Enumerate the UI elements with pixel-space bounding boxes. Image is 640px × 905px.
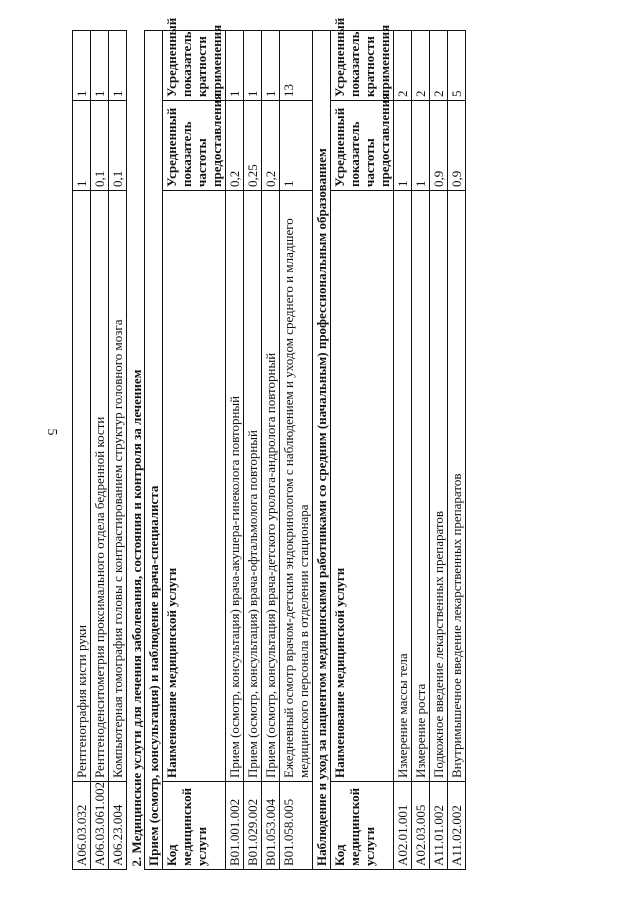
service-code: A06.03.061.002	[91, 782, 109, 870]
subsection-title: Прием (осмотр, консультация) и наблюдение врача-специалиста	[145, 31, 163, 870]
service-code: A02.03.005	[412, 782, 430, 870]
service-name: Рентгенография кисти руки	[73, 191, 91, 782]
service-name: Подкожное введение лекарственных препаратов	[430, 191, 448, 782]
multiplicity-value: 2	[394, 31, 412, 101]
service-code: A11.01.002	[430, 782, 448, 870]
table-row	[73, 31, 91, 870]
frequency-value: 1	[280, 101, 313, 191]
table-row	[244, 31, 262, 870]
header-name: Наименование медицинской услуги	[163, 191, 226, 782]
table-row	[226, 31, 244, 870]
subsection-title-row	[313, 31, 331, 870]
multiplicity-value: 1	[109, 31, 127, 101]
service-code: B01.029.002	[244, 782, 262, 870]
subsection-title-row	[145, 31, 163, 870]
multiplicity-value: 1	[226, 31, 244, 101]
multiplicity-value: 1	[262, 31, 280, 101]
service-code: B01.058.005	[280, 782, 313, 870]
frequency-value: 1	[412, 101, 430, 191]
table-row	[448, 31, 466, 870]
multiplicity-value: 1	[244, 31, 262, 101]
subsection-title: Наблюдение и уход за пациентом медицинскими работниками со средним (начальным) профессиональным образованием	[313, 31, 331, 870]
header-code: Код медицинской услуги	[163, 782, 226, 870]
service-code: B01.001.002	[226, 782, 244, 870]
service-code: A11.02.002	[448, 782, 466, 870]
multiplicity-value: 1	[73, 31, 91, 101]
table-row	[280, 31, 313, 870]
table-row	[262, 31, 280, 870]
rotated-document	[72, 17, 592, 870]
table-header-row	[331, 31, 394, 870]
multiplicity-value: 5	[448, 31, 466, 101]
table-row	[109, 31, 127, 870]
header-code: Код медицинской услуги	[331, 782, 394, 870]
frequency-value: 1	[394, 101, 412, 191]
service-name: Прием (осмотр, консультация) врача-акушера-гинеколога повторный	[226, 191, 244, 782]
service-code: A06.23.004	[109, 782, 127, 870]
section-title: 2. Медицинские услуги для лечения заболевания, состояния и контроля за лечением	[129, 369, 144, 867]
table-row	[430, 31, 448, 870]
table-row	[412, 31, 430, 870]
service-name: Измерение массы тела	[394, 191, 412, 782]
service-code: A06.03.032	[73, 782, 91, 870]
service-code: A02.01.001	[394, 782, 412, 870]
service-name: Прием (осмотр, консультация) врача-детского уролога-андролога повторный	[262, 191, 280, 782]
multiplicity-value: 2	[430, 31, 448, 101]
table-row	[91, 31, 109, 870]
frequency-value: 0,2	[262, 101, 280, 191]
service-name: Внутримышечное введение лекарственных препаратов	[448, 191, 466, 782]
service-name: Измерение роста	[412, 191, 430, 782]
frequency-value: 0,1	[109, 101, 127, 191]
service-name: Рентгеноденситометрия проксимального отдела бедренной кости	[91, 191, 109, 782]
service-name: Компьютерная томография головы с контрастированием структур головного мозга	[109, 191, 127, 782]
multiplicity-value: 1	[91, 31, 109, 101]
page-number: 5	[44, 428, 59, 436]
table-header-row	[163, 31, 226, 870]
service-name: Ежедневный осмотр врачом-детским эндокринологом с наблюдением и уходом среднего и младшего медицинского персонала в отделении стационара	[280, 191, 313, 782]
service-code: B01.053.004	[262, 782, 280, 870]
service-name: Прием (осмотр, консультация) врача-офтальмолога повторный	[244, 191, 262, 782]
header-frequency: Усредненный показатель частоты предоставления	[331, 101, 394, 191]
table-row	[394, 31, 412, 870]
multiplicity-value: 13	[280, 31, 313, 101]
services-table	[72, 17, 466, 870]
frequency-value: 0,9	[448, 101, 466, 191]
frequency-value: 0,1	[91, 101, 109, 191]
multiplicity-value: 2	[412, 31, 430, 101]
frequency-value: 0,2	[226, 101, 244, 191]
section-title-row	[127, 31, 145, 870]
frequency-value: 0,9	[430, 101, 448, 191]
frequency-value: 1	[73, 101, 91, 191]
frequency-value: 0,25	[244, 101, 262, 191]
header-multiplicity: Усредненный показатель кратности применения	[331, 31, 394, 101]
header-frequency: Усредненный показатель частоты предоставления	[163, 101, 226, 191]
header-multiplicity: Усредненный показатель кратности применения	[163, 31, 226, 101]
header-name: Наименование медицинской услуги	[331, 191, 394, 782]
